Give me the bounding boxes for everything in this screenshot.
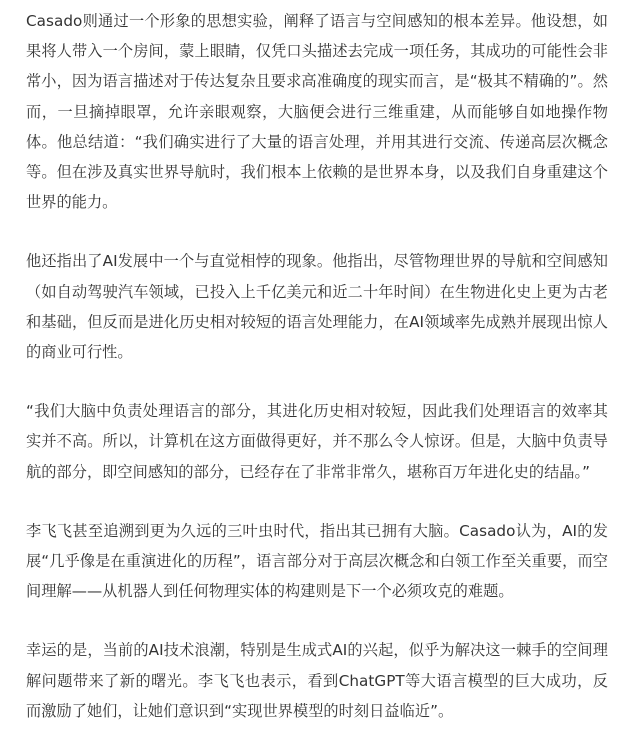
- paragraph-generative-ai: 幸运的是，当前的AI技术浪潮，特别是生成式AI的兴起，似乎为解决这一棘手的空间理解问题带来了新的曙光。李飞飞也表示，看到ChatGPT等大语言模型的巨大成功，反而激励了她们，让她们意识到“实现世界模型的时刻日益临近”。: [26, 641, 608, 720]
- paragraph-counterintuitive: 他还指出了AI发展中一个与直觉相悖的现象。他指出，尽管物理世界的导航和空间感知（如自动驾驶汽车领域，已投入上千亿美元和近二十年时间）在生物进化史上更为古老和基础，但反而是进化历史相对较短的语言处理能力，在AI领域率先成熟并展现出惊人的商业可行性。: [26, 252, 608, 362]
- paragraph-thought-experiment: Casado则通过一个形象的思想实验，阐释了语言与空间感知的根本差异。他设想，如果将人带入一个房间，蒙上眼睛，仅凭口头描述去完成一项任务，其成功的可能性会非常小，因为语言描述对于传达复杂且要求高准确度的现实而言，是“极其不精确的”。然而，一旦摘掉眼罩，允许亲眼观察，大脑便会进行三维重建，从而能够自如地操作物体。他总结道：“我们确实进行了大量的语言处理，并用其进行交流、传递高层次概念等。但在涉及真实世界导航时，我们根本上依赖的是世界本身，以及我们自身重建这个世界的能力。: [26, 12, 608, 212]
- paragraph-quote-brain: “我们大脑中负责处理语言的部分，其进化历史相对较短，因此我们处理语言的效率其实并不高。所以，计算机在这方面做得更好，并不那么令人惊讶。但是，大脑中负责导航的部分，即空间感知的部分，已经存在了非常非常久，堪称百万年进化史的结晶。”: [26, 402, 608, 481]
- paragraph-evolution: 李飞飞甚至追溯到更为久远的三叶虫时代，指出其已拥有大脑。Casado认为，AI的发展“几乎像是在重演进化的历程”，语言部分对于高层次概念和白领工作至关重要，而空间理解——从机器人到任何物理实体的构建则是下一个必须攻克的难题。: [26, 521, 608, 601]
- article-body: [26, 6, 608, 726]
